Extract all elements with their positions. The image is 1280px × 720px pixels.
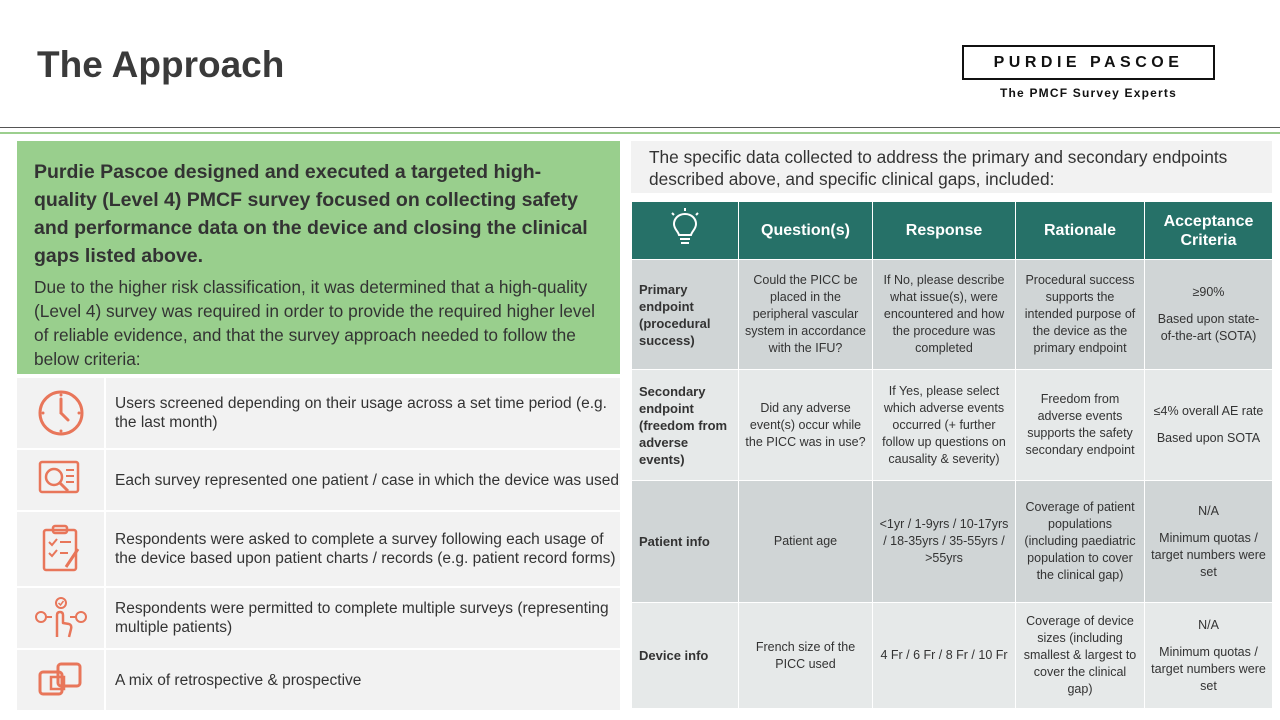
acceptance-value: ≤4% overall AE rate — [1153, 404, 1264, 418]
document-search-icon — [17, 450, 106, 510]
acceptance-basis: Minimum quotas / target numbers were set — [1151, 644, 1266, 693]
row-label: Patient info — [632, 481, 739, 603]
response-cell: If No, please describe what issue(s), were encountered and how the procedure was completed — [873, 260, 1016, 370]
question-cell: Did any adverse event(s) occur while the PICC was in use? — [739, 370, 873, 481]
rationale-cell: Coverage of patient populations (including paediatric population to cover the clinical gap) — [1016, 481, 1145, 603]
acceptance-basis: Minimum quotas / target numbers were set — [1151, 530, 1266, 579]
summary-panel — [17, 141, 620, 374]
row-label: Secondary endpoint (freedom from adverse events) — [632, 370, 739, 481]
response-cell: 4 Fr / 6 Fr / 8 Fr / 10 Fr — [873, 603, 1016, 709]
header-acceptance-criteria: Acceptance Criteria — [1145, 202, 1273, 260]
header-response: Response — [873, 202, 1016, 260]
criteria-text: Users screened depending on their usage across a set time period (e.g. the last month) — [115, 395, 607, 431]
logo-name: PURDIE PASCOE — [993, 53, 1184, 71]
acceptance-cell — [1145, 481, 1273, 603]
acceptance-basis: Based upon SOTA — [1156, 431, 1261, 445]
table-row — [632, 260, 1273, 370]
criteria-item — [17, 650, 620, 710]
lightbulb-icon — [669, 235, 701, 252]
table-intro: The specific data collected to address the primary and secondary endpoints described above, and specific clinical gaps, included: — [631, 141, 1272, 193]
question-cell: French size of the PICC used — [739, 603, 873, 709]
acceptance-cell — [1145, 370, 1273, 481]
question-cell: Could the PICC be placed in the peripheral vascular system in accordance with the IFU? — [739, 260, 873, 370]
acceptance-cell — [1145, 260, 1273, 370]
acceptance-value: N/A — [1198, 617, 1219, 632]
header-accent-divider — [0, 132, 1280, 134]
row-label: Primary endpoint (procedural success) — [632, 260, 739, 370]
criteria-text: Respondents were permitted to complete multiple surveys (representing multiple patients) — [115, 600, 609, 636]
response-cell: If Yes, please select which adverse events occurred (+ further follow up questions on causality & severity) — [873, 370, 1016, 481]
row-label: Device info — [632, 603, 739, 709]
acceptance-cell — [1145, 603, 1273, 709]
header-icon-cell — [632, 202, 739, 260]
criteria-item — [17, 588, 620, 648]
header-questions: Question(s) — [739, 202, 873, 260]
logo — [962, 45, 1215, 80]
overlapping-squares-icon — [17, 650, 106, 710]
table-row — [632, 603, 1273, 709]
summary-headline: Purdie Pascoe designed and executed a targeted high-quality (Level 4) PMCF survey focused on collecting safety and performance data on the device and closing the clinical gaps listed above. — [34, 161, 588, 267]
table-row — [632, 481, 1273, 603]
clock-icon — [17, 378, 106, 448]
table-row — [632, 370, 1273, 481]
acceptance-value: N/A — [1198, 503, 1219, 518]
rationale-cell: Coverage of device sizes (including smallest & largest to cover the clinical gap) — [1016, 603, 1145, 709]
criteria-text: Each survey represented one patient / case in which the device was used — [115, 471, 620, 489]
question-cell: Patient age — [739, 481, 873, 603]
acceptance-basis: Based upon state-of-the-art (SOTA) — [1157, 312, 1260, 343]
response-cell: <1yr / 1-9yrs / 10-17yrs / 18-35yrs / 35-55yrs / >55yrs — [873, 481, 1016, 603]
rationale-cell: Freedom from adverse events supports the safety secondary endpoint — [1016, 370, 1145, 481]
criteria-list — [17, 378, 620, 712]
header-divider — [0, 127, 1280, 128]
criteria-text: A mix of retrospective & prospective — [115, 671, 362, 689]
summary-body: Due to the higher risk classification, it was determined that a high-quality (Level 4) survey was required in order to provide the required higher level of reliable evidence, and that the survey approach needed to follow the below criteria: — [34, 277, 595, 369]
criteria-item — [17, 378, 620, 448]
criteria-text: Respondents were asked to complete a survey following each usage of the device based upon patient charts / records (e.g. patient record forms) — [115, 531, 616, 567]
header-rationale: Rationale — [1016, 202, 1145, 260]
clipboard-checklist-icon — [17, 512, 106, 586]
hand-tap-icon — [17, 588, 106, 648]
page-title: The Approach — [37, 44, 285, 85]
table-header-row — [632, 202, 1273, 260]
acceptance-value: ≥90% — [1192, 285, 1225, 299]
logo-tagline: The PMCF Survey Experts — [1000, 86, 1177, 100]
criteria-item — [17, 512, 620, 586]
criteria-item — [17, 450, 620, 510]
data-collection-table — [631, 201, 1273, 709]
rationale-cell: Procedural success supports the intended purpose of the device as the primary endpoint — [1016, 260, 1145, 370]
